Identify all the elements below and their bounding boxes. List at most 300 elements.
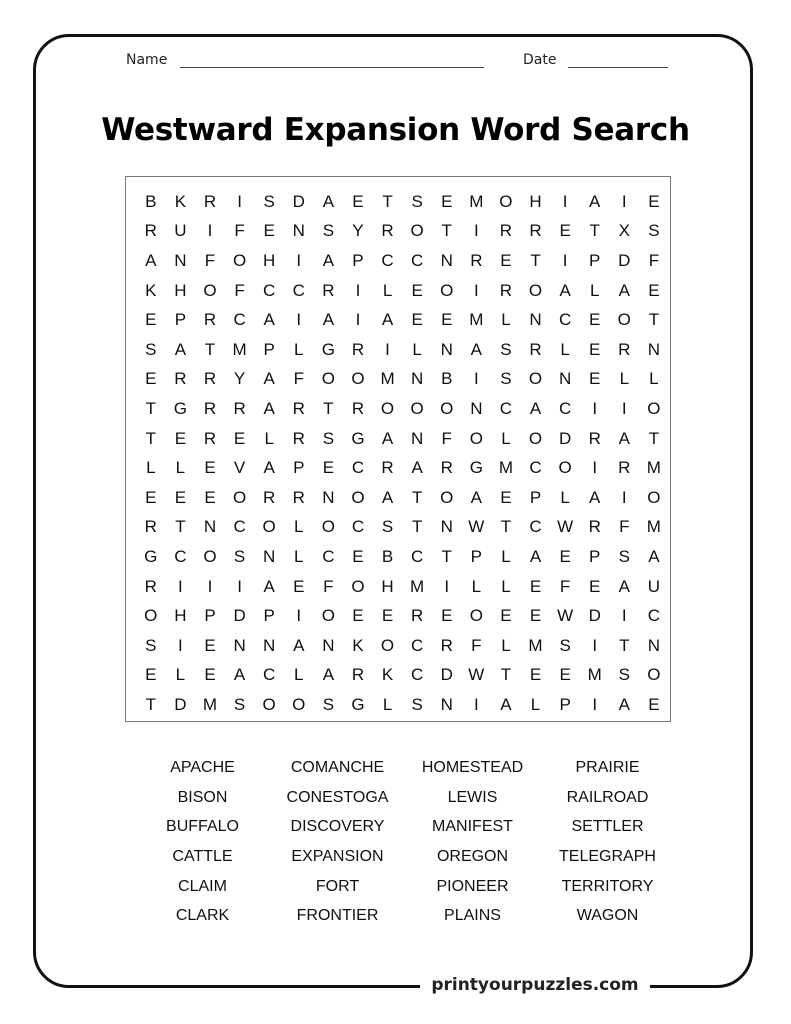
grid-cell[interactable]: G — [469, 458, 483, 478]
grid-cell[interactable]: M — [232, 339, 247, 359]
grid-cell[interactable]: S — [648, 221, 660, 241]
grid-cell[interactable]: R — [351, 665, 365, 685]
grid-cell[interactable]: I — [621, 487, 627, 507]
grid-cell[interactable]: R — [381, 458, 394, 478]
grid-cell[interactable]: I — [562, 250, 568, 270]
grid-cell[interactable]: I — [592, 458, 598, 478]
grid-cell[interactable]: L — [175, 458, 186, 478]
grid-cell[interactable]: C — [529, 458, 542, 478]
grid-cell[interactable]: S — [381, 517, 394, 537]
grid-cell[interactable]: C — [174, 546, 187, 566]
grid-cell[interactable]: L — [501, 576, 511, 596]
grid-cell[interactable]: R — [499, 280, 513, 300]
grid-cell[interactable]: E — [263, 221, 275, 241]
grid-cell[interactable]: M — [587, 665, 602, 685]
grid-cell[interactable]: O — [410, 398, 424, 418]
grid-cell[interactable]: L — [501, 428, 511, 448]
grid-cell[interactable]: E — [529, 665, 542, 685]
grid-cell[interactable]: T — [619, 635, 630, 655]
grid-cell[interactable]: O — [380, 398, 395, 418]
grid-cell[interactable]: T — [441, 546, 452, 566]
grid-cell[interactable]: N — [292, 221, 305, 241]
grid-cell[interactable]: V — [233, 458, 246, 478]
grid-cell[interactable]: C — [322, 546, 335, 566]
grid-cell[interactable]: R — [203, 369, 217, 389]
grid-cell[interactable]: L — [382, 694, 393, 714]
grid-cell[interactable]: T — [441, 221, 452, 241]
grid-cell[interactable]: S — [263, 191, 275, 211]
grid-cell[interactable]: L — [294, 517, 304, 537]
grid-cell[interactable]: R — [263, 487, 276, 507]
grid-cell[interactable]: I — [621, 191, 627, 211]
grid-cell[interactable]: R — [618, 339, 631, 359]
grid-cell[interactable]: P — [589, 250, 601, 270]
grid-cell[interactable]: N — [411, 428, 424, 448]
grid-cell[interactable]: R — [144, 221, 157, 241]
grid-cell[interactable]: F — [234, 221, 245, 241]
grid-cell[interactable]: T — [411, 517, 423, 537]
grid-cell[interactable]: R — [203, 191, 217, 211]
grid-cell[interactable]: N — [440, 517, 453, 537]
grid-cell[interactable]: C — [411, 635, 424, 655]
grid-cell[interactable]: I — [385, 339, 390, 359]
grid-cell[interactable]: U — [174, 221, 187, 241]
grid-cell[interactable]: L — [294, 665, 304, 685]
grid-cell[interactable]: E — [589, 369, 601, 389]
grid-cell[interactable]: N — [203, 517, 217, 537]
grid-cell[interactable]: A — [589, 487, 601, 507]
grid-cell[interactable]: N — [558, 369, 572, 389]
grid-cell[interactable]: R — [292, 487, 305, 507]
grid-cell[interactable]: I — [296, 606, 302, 626]
grid-cell[interactable]: E — [441, 191, 453, 211]
grid-cell[interactable]: E — [529, 606, 542, 626]
grid-cell[interactable]: N — [263, 635, 276, 655]
grid-cell[interactable]: F — [323, 576, 334, 596]
grid-cell[interactable]: R — [588, 517, 601, 537]
grid-cell[interactable]: O — [144, 606, 158, 626]
grid-cell[interactable]: E — [648, 694, 660, 714]
grid-cell[interactable]: E — [441, 606, 453, 626]
grid-cell[interactable]: I — [562, 191, 568, 211]
grid-cell[interactable]: L — [589, 280, 600, 300]
grid-cell[interactable]: E — [204, 487, 216, 507]
grid-cell[interactable]: W — [557, 606, 574, 626]
grid-cell[interactable]: M — [528, 635, 543, 655]
grid-cell[interactable]: I — [237, 191, 242, 211]
grid-cell[interactable]: L — [264, 428, 274, 448]
grid-cell[interactable]: M — [380, 369, 395, 389]
grid-cell[interactable]: L — [619, 369, 630, 389]
grid-cell[interactable]: A — [322, 310, 335, 330]
grid-cell[interactable]: N — [529, 310, 542, 330]
grid-cell[interactable]: R — [322, 280, 335, 300]
grid-cell[interactable]: G — [351, 694, 365, 714]
grid-cell[interactable]: S — [411, 191, 423, 211]
grid-cell[interactable]: R — [233, 398, 246, 418]
grid-cell[interactable]: E — [589, 576, 601, 596]
grid-cell[interactable]: S — [500, 339, 512, 359]
grid-cell[interactable]: R — [618, 458, 631, 478]
grid-cell[interactable]: E — [411, 280, 423, 300]
grid-cell[interactable]: I — [178, 576, 183, 596]
grid-cell[interactable]: I — [473, 280, 479, 300]
grid-cell[interactable]: E — [174, 487, 187, 507]
grid-cell[interactable]: F — [559, 576, 571, 596]
grid-cell[interactable]: N — [440, 339, 453, 359]
grid-cell[interactable]: N — [233, 635, 246, 655]
grid-cell[interactable]: B — [145, 191, 157, 211]
grid-cell[interactable]: O — [440, 398, 454, 418]
grid-cell[interactable]: A — [145, 250, 157, 270]
grid-cell[interactable]: W — [557, 517, 574, 537]
grid-cell[interactable]: R — [529, 339, 542, 359]
grid-cell[interactable]: X — [618, 221, 630, 241]
grid-cell[interactable]: P — [529, 487, 542, 507]
grid-cell[interactable]: E — [381, 606, 394, 626]
grid-cell[interactable]: M — [498, 458, 513, 478]
grid-cell[interactable]: O — [351, 487, 365, 507]
grid-cell[interactable]: O — [203, 546, 217, 566]
grid-cell[interactable]: O — [321, 606, 335, 626]
grid-cell[interactable]: D — [588, 606, 601, 626]
grid-cell[interactable]: E — [500, 606, 512, 626]
grid-cell[interactable]: A — [233, 665, 246, 685]
grid-cell[interactable]: E — [204, 665, 216, 685]
grid-cell[interactable]: T — [500, 517, 512, 537]
grid-cell[interactable]: E — [648, 280, 660, 300]
grid-cell[interactable]: O — [469, 606, 483, 626]
grid-cell[interactable]: O — [380, 635, 395, 655]
grid-cell[interactable]: I — [355, 310, 361, 330]
grid-cell[interactable]: E — [559, 221, 571, 241]
grid-cell[interactable]: I — [178, 635, 183, 655]
grid-cell[interactable]: O — [617, 310, 631, 330]
grid-cell[interactable]: I — [355, 280, 361, 300]
grid-cell[interactable]: A — [411, 458, 423, 478]
grid-cell[interactable]: O — [351, 369, 365, 389]
grid-cell[interactable]: R — [144, 517, 157, 537]
grid-cell[interactable]: O — [528, 369, 543, 389]
grid-cell[interactable]: R — [203, 398, 217, 418]
grid-cell[interactable]: P — [470, 546, 482, 566]
grid-cell[interactable]: R — [292, 428, 305, 448]
grid-cell[interactable]: O — [262, 694, 276, 714]
grid-cell[interactable]: D — [292, 191, 305, 211]
grid-cell[interactable]: N — [440, 250, 453, 270]
grid-cell[interactable]: A — [559, 280, 571, 300]
grid-cell[interactable]: T — [382, 191, 393, 211]
grid-cell[interactable]: M — [646, 517, 661, 537]
grid-cell[interactable]: I — [444, 576, 450, 596]
grid-cell[interactable]: A — [529, 398, 542, 418]
grid-cell[interactable]: S — [559, 635, 571, 655]
grid-cell[interactable]: E — [441, 310, 453, 330]
grid-cell[interactable]: A — [618, 428, 630, 448]
grid-cell[interactable]: I — [621, 606, 627, 626]
grid-cell[interactable]: I — [592, 694, 598, 714]
grid-cell[interactable]: R — [588, 428, 601, 448]
grid-cell[interactable]: C — [233, 517, 246, 537]
grid-cell[interactable]: O — [647, 665, 661, 685]
grid-cell[interactable]: R — [351, 398, 365, 418]
grid-cell[interactable]: P — [352, 250, 364, 270]
grid-cell[interactable]: E — [500, 487, 512, 507]
grid-cell[interactable]: C — [647, 606, 661, 626]
grid-cell[interactable]: R — [203, 428, 217, 448]
grid-cell[interactable]: E — [589, 310, 601, 330]
grid-cell[interactable]: Y — [233, 369, 246, 389]
grid-cell[interactable]: A — [529, 546, 542, 566]
grid-cell[interactable]: A — [263, 398, 275, 418]
grid-cell[interactable]: A — [263, 310, 275, 330]
grid-cell[interactable]: O — [440, 280, 454, 300]
grid-cell[interactable]: G — [144, 546, 158, 566]
grid-cell[interactable]: E — [352, 606, 364, 626]
grid-cell[interactable]: A — [589, 191, 601, 211]
grid-cell[interactable]: E — [174, 428, 187, 448]
grid-cell[interactable]: C — [558, 310, 572, 330]
grid-cell[interactable]: C — [411, 546, 424, 566]
grid-cell[interactable]: N — [263, 546, 276, 566]
grid-cell[interactable]: A — [174, 339, 187, 359]
grid-cell[interactable]: R — [411, 606, 424, 626]
grid-cell[interactable]: C — [292, 280, 305, 300]
grid-cell[interactable]: H — [174, 606, 187, 626]
grid-cell[interactable]: L — [146, 458, 156, 478]
grid-cell[interactable]: O — [203, 280, 217, 300]
grid-cell[interactable]: C — [233, 310, 246, 330]
grid-cell[interactable]: L — [501, 635, 511, 655]
grid-cell[interactable]: E — [204, 635, 216, 655]
grid-cell[interactable]: L — [471, 576, 482, 596]
grid-cell[interactable]: F — [234, 280, 245, 300]
grid-cell[interactable]: O — [528, 428, 543, 448]
name-field[interactable] — [180, 67, 484, 68]
grid-cell[interactable]: T — [323, 398, 334, 418]
grid-cell[interactable]: P — [263, 606, 275, 626]
grid-cell[interactable]: N — [440, 694, 453, 714]
grid-cell[interactable]: L — [560, 487, 570, 507]
grid-cell[interactable]: R — [292, 398, 305, 418]
grid-cell[interactable]: L — [412, 339, 422, 359]
grid-cell[interactable]: C — [351, 517, 365, 537]
grid-cell[interactable]: F — [619, 517, 630, 537]
grid-cell[interactable]: P — [263, 339, 275, 359]
grid-cell[interactable]: S — [322, 694, 335, 714]
grid-cell[interactable]: H — [381, 576, 394, 596]
grid-cell[interactable]: D — [618, 250, 631, 270]
grid-cell[interactable]: A — [322, 665, 335, 685]
grid-cell[interactable]: S — [233, 546, 246, 566]
grid-cell[interactable]: N — [322, 635, 335, 655]
grid-cell[interactable]: A — [648, 546, 660, 566]
grid-cell[interactable]: T — [145, 428, 156, 448]
grid-cell[interactable]: M — [646, 458, 661, 478]
grid-cell[interactable]: I — [296, 310, 302, 330]
grid-cell[interactable]: C — [351, 458, 365, 478]
grid-cell[interactable]: E — [500, 250, 512, 270]
grid-cell[interactable]: E — [293, 576, 305, 596]
grid-cell[interactable]: A — [322, 250, 335, 270]
grid-cell[interactable]: O — [232, 250, 247, 270]
grid-cell[interactable]: K — [352, 635, 364, 655]
grid-cell[interactable]: D — [558, 428, 572, 448]
grid-cell[interactable]: G — [351, 428, 365, 448]
grid-cell[interactable]: W — [468, 517, 485, 537]
grid-cell[interactable]: F — [471, 635, 482, 655]
grid-cell[interactable]: T — [411, 487, 423, 507]
grid-cell[interactable]: C — [381, 250, 394, 270]
grid-cell[interactable]: L — [501, 546, 511, 566]
grid-cell[interactable]: E — [204, 458, 216, 478]
grid-cell[interactable]: H — [174, 280, 187, 300]
grid-cell[interactable]: S — [411, 694, 423, 714]
grid-cell[interactable]: L — [294, 339, 304, 359]
grid-cell[interactable]: T — [589, 221, 600, 241]
grid-cell[interactable]: P — [293, 458, 305, 478]
grid-cell[interactable]: S — [618, 546, 630, 566]
grid-cell[interactable]: I — [473, 221, 479, 241]
grid-cell[interactable]: M — [469, 310, 484, 330]
grid-cell[interactable]: A — [293, 635, 305, 655]
grid-cell[interactable]: S — [145, 339, 157, 359]
grid-cell[interactable]: C — [263, 280, 276, 300]
grid-cell[interactable]: M — [469, 191, 484, 211]
grid-cell[interactable]: T — [530, 250, 541, 270]
grid-cell[interactable]: L — [560, 339, 570, 359]
grid-cell[interactable]: T — [648, 310, 660, 330]
grid-cell[interactable]: R — [529, 221, 542, 241]
grid-cell[interactable]: T — [648, 428, 660, 448]
grid-cell[interactable]: E — [145, 665, 157, 685]
grid-cell[interactable]: R — [499, 221, 513, 241]
grid-cell[interactable]: A — [500, 694, 512, 714]
grid-cell[interactable]: L — [175, 665, 186, 685]
grid-cell[interactable]: N — [322, 487, 335, 507]
grid-cell[interactable]: A — [263, 458, 275, 478]
grid-cell[interactable]: H — [263, 250, 276, 270]
grid-cell[interactable]: E — [233, 428, 246, 448]
grid-cell[interactable]: L — [649, 369, 659, 389]
grid-cell[interactable]: C — [411, 665, 424, 685]
grid-cell[interactable]: E — [589, 339, 601, 359]
grid-cell[interactable]: O — [499, 191, 513, 211]
grid-cell[interactable]: E — [411, 310, 423, 330]
grid-cell[interactable]: S — [322, 428, 335, 448]
grid-cell[interactable]: P — [174, 310, 187, 330]
grid-cell[interactable]: F — [648, 250, 660, 270]
grid-cell[interactable]: M — [410, 576, 425, 596]
grid-cell[interactable]: C — [263, 665, 276, 685]
grid-cell[interactable]: R — [470, 250, 483, 270]
grid-cell[interactable]: O — [528, 280, 543, 300]
grid-cell[interactable]: I — [296, 250, 302, 270]
grid-cell[interactable]: A — [618, 280, 630, 300]
grid-cell[interactable]: I — [621, 398, 627, 418]
grid-cell[interactable]: A — [381, 310, 394, 330]
grid-cell[interactable]: O — [232, 487, 247, 507]
grid-cell[interactable]: A — [470, 487, 482, 507]
grid-cell[interactable]: E — [352, 191, 364, 211]
grid-cell[interactable]: E — [145, 310, 157, 330]
grid-cell[interactable]: O — [410, 221, 424, 241]
grid-cell[interactable]: I — [237, 576, 242, 596]
grid-cell[interactable]: O — [262, 517, 276, 537]
grid-cell[interactable]: N — [470, 398, 483, 418]
grid-cell[interactable]: F — [204, 250, 216, 270]
grid-cell[interactable]: A — [470, 339, 482, 359]
grid-cell[interactable]: T — [204, 339, 216, 359]
grid-cell[interactable]: R — [144, 576, 157, 596]
grid-cell[interactable]: A — [381, 487, 394, 507]
grid-cell[interactable]: C — [558, 398, 572, 418]
grid-cell[interactable]: E — [352, 546, 364, 566]
grid-cell[interactable]: T — [145, 694, 156, 714]
grid-cell[interactable]: O — [647, 398, 661, 418]
grid-cell[interactable]: I — [473, 369, 479, 389]
grid-cell[interactable]: R — [174, 369, 187, 389]
grid-cell[interactable]: O — [440, 487, 454, 507]
grid-cell[interactable]: D — [233, 606, 246, 626]
grid-cell[interactable]: K — [174, 191, 187, 211]
grid-cell[interactable]: G — [173, 398, 187, 418]
grid-cell[interactable]: D — [440, 665, 453, 685]
grid-cell[interactable]: O — [351, 576, 365, 596]
grid-cell[interactable]: M — [202, 694, 218, 714]
grid-cell[interactable]: C — [529, 517, 542, 537]
grid-cell[interactable]: A — [263, 576, 275, 596]
grid-cell[interactable]: S — [233, 694, 246, 714]
grid-cell[interactable]: S — [500, 369, 512, 389]
grid-cell[interactable]: L — [501, 310, 511, 330]
date-field[interactable] — [568, 67, 668, 68]
grid-cell[interactable]: F — [293, 369, 304, 389]
grid-cell[interactable]: I — [592, 398, 598, 418]
grid-cell[interactable]: E — [145, 369, 157, 389]
grid-cell[interactable]: L — [382, 280, 393, 300]
grid-cell[interactable]: O — [647, 487, 661, 507]
grid-cell[interactable]: L — [294, 546, 304, 566]
grid-cell[interactable]: R — [381, 221, 394, 241]
grid-cell[interactable]: T — [500, 665, 512, 685]
grid-cell[interactable]: E — [322, 458, 335, 478]
grid-cell[interactable]: A — [322, 191, 335, 211]
grid-cell[interactable]: E — [529, 576, 542, 596]
grid-cell[interactable]: K — [381, 665, 394, 685]
grid-cell[interactable]: C — [499, 398, 513, 418]
grid-cell[interactable]: N — [647, 339, 661, 359]
grid-cell[interactable]: P — [589, 546, 601, 566]
grid-cell[interactable]: O — [292, 694, 306, 714]
grid-cell[interactable]: S — [145, 635, 157, 655]
grid-cell[interactable]: E — [559, 546, 571, 566]
grid-cell[interactable]: B — [381, 546, 394, 566]
grid-cell[interactable]: H — [529, 191, 542, 211]
grid-cell[interactable]: Y — [352, 221, 364, 241]
grid-cell[interactable]: P — [559, 694, 571, 714]
grid-cell[interactable]: O — [321, 369, 335, 389]
grid-cell[interactable]: T — [145, 398, 156, 418]
grid-cell[interactable]: E — [648, 191, 660, 211]
grid-cell[interactable]: T — [175, 517, 186, 537]
grid-cell[interactable]: N — [411, 369, 424, 389]
grid-cell[interactable]: P — [204, 606, 216, 626]
grid-cell[interactable]: A — [263, 369, 275, 389]
grid-cell[interactable]: D — [174, 694, 187, 714]
grid-cell[interactable]: W — [468, 665, 485, 685]
grid-cell[interactable]: K — [145, 280, 157, 300]
